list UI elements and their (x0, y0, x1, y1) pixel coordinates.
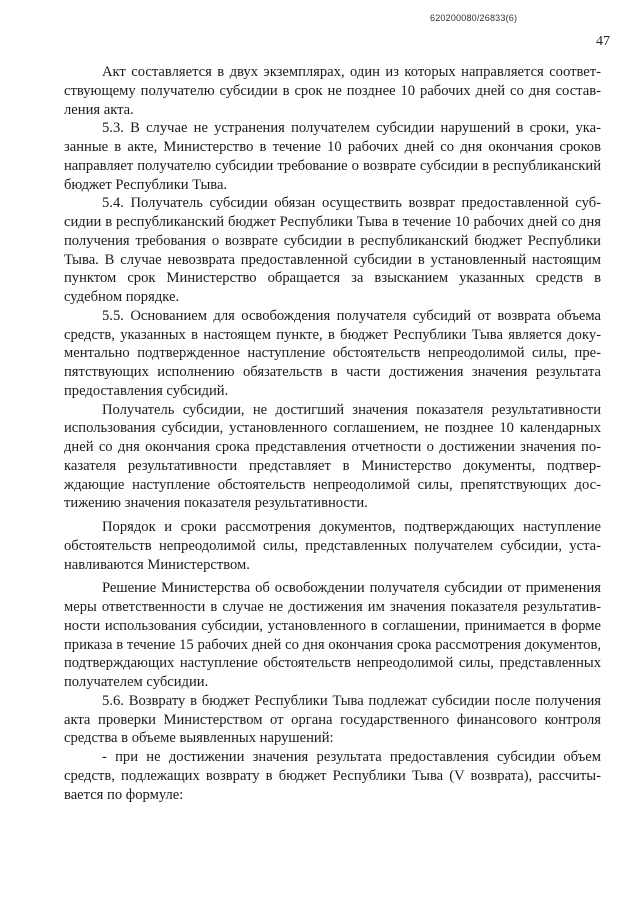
paragraph-5-5: 5.5. Основанием для освобождения получателя субсидий от возврата объема средств, указанных в настоящем пункте, в бюджет Республики Тыва является документально подтвержденное наступление обстоятельств непреодолимой силы, препятствующих исполнению обязательств в части достижения значения результата предоставления субсидий. (64, 307, 601, 399)
document-body (64, 63, 601, 804)
document-id: 620200080/26833(6) (430, 13, 518, 23)
paragraph-review-procedure: Порядок и сроки рассмотрения документов, подтверждающих наступление обстоятельств непреодолимой силы, представленных получателем субсидии, устанавливаются Министерством. (64, 519, 601, 573)
paragraph-5-6: 5.6. Возврату в бюджет Республики Тыва подлежат субсидии после получения акта проверки Министерством от органа государственного финансового контроля средства в объеме выявленных нарушений: (64, 692, 601, 747)
paragraph-ministry-decision: Решение Министерства об освобождении получателя субсидии от применения меры ответственности в случае не достижения им значения показателя результативности использования субсидии, установленного в соглашении, принимается в форме приказа в течение 15 рабочих дней со дня окончания срока рассмотрения документов, подтверждающих наступление обстоятельств непреодолимой силы, представленных получателем субсидии. (64, 580, 601, 690)
paragraph-5-3: 5.3. В случае не устранения получателем субсидии нарушений в сроки, указанные в акте, Министерство в течение 10 рабочих дней со дня окончания сроков направляет получателю субсидии требование о возврате субсидии в республиканский бюджет Республики Тыва. (64, 120, 601, 193)
paragraph-act-copies: Акт составляется в двух экземплярах, один из которых направляется соответствующему получателю субсидии в срок не позднее 10 рабочих дней со дня составления акта. (64, 64, 601, 118)
paragraph-5-4: 5.4. Получатель субсидии обязан осуществить возврат предоставленной субсидии в республиканский бюджет Республики Тыва в течение 10 рабочих дней со дня получения требования о возврате субсидии в республиканский бюджет Республики Тыва. В случае невозврата предоставленной субсидии в установленный настоящим пунктом срок Министерство обращается за взысканием указанных средств в судебном порядке. (64, 195, 601, 305)
page-number: 47 (596, 34, 610, 49)
paragraph-recipient-documents: Получатель субсидии, не достигший значения показателя результативности использования субсидии, установленного соглашением, не позднее 10 календарных дней со дня окончания срока представления отчетности о достижении значения показателя результативности представляет в Министерство документы, подтверждающие наступление обстоятельств непреодолимой силы, препятствующих достижению значения показателя результативности. (64, 401, 601, 512)
paragraph-formula-intro: - при не достижении значения результата предоставления субсидии объем средств, подлежащих возврату в бюджет Республики Тыва (V возврата), рассчитывается по формуле: (64, 749, 601, 803)
